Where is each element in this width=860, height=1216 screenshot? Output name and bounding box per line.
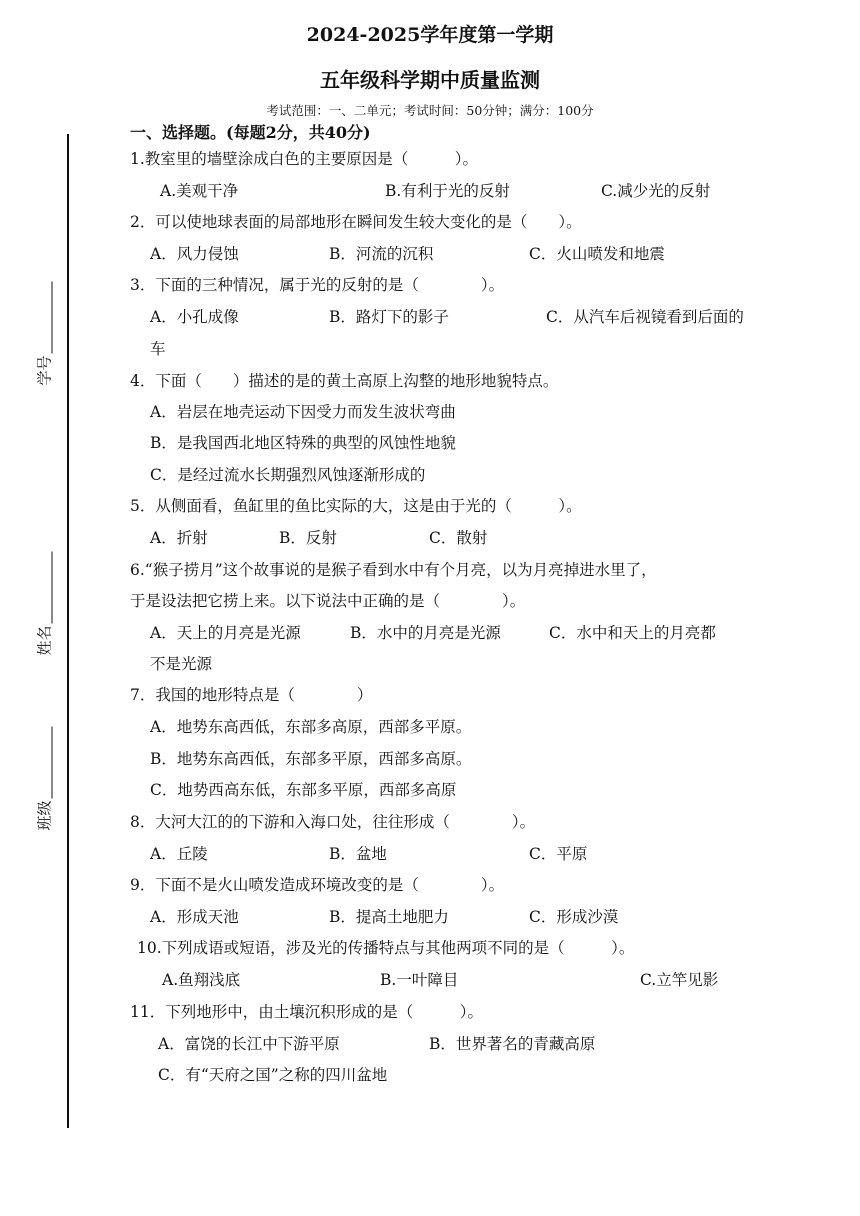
question-stem: 8．大河大江的的下游和入海口处，往往形成（ ）。	[130, 813, 536, 831]
student-number-label: 学号	[35, 355, 54, 386]
option: C．火山喷发和地震	[529, 245, 665, 263]
question-stem: 1.教室里的墙壁涂成白色的主要原因是（ ）。	[130, 150, 479, 168]
option: C．水中和天上的月亮都	[549, 624, 716, 642]
exam-title-year: 2024-2025学年度第一学期	[306, 24, 554, 46]
option: A.美观干净	[160, 182, 239, 200]
option: A．地势东高西低，东部多高原，西部多平原。	[150, 718, 472, 736]
option: A．风力侵蚀	[150, 245, 239, 263]
binding-line	[67, 134, 69, 1128]
option: A．形成天池	[150, 908, 239, 926]
question-stem: 9．下面不是火山喷发造成环境改变的是（ ）。	[130, 876, 505, 894]
option: B．世界著名的青藏高原	[429, 1035, 596, 1053]
option: C．是经过流水长期强烈风蚀逐渐形成的	[150, 466, 426, 484]
option: B.一叶障目	[380, 971, 459, 989]
option: A．小孔成像	[150, 308, 239, 326]
student-number-field	[34, 276, 55, 386]
option: A．岩层在地壳运动下因受力而发生波状弯曲	[150, 403, 456, 421]
option: A．丘陵	[150, 845, 208, 863]
question-stem: 6.“猴子捞月”这个故事说的是猴子看到水中有个月亮，以为月亮掉进水里了，	[130, 561, 657, 579]
option-continuation: 车	[150, 340, 166, 358]
option: C．地势西高东低，东部多平原，西部多高原	[150, 781, 457, 799]
option: B．水中的月亮是光源	[350, 624, 501, 642]
question-stem: 11．下列地形中，由土壤沉积形成的是（ ）。	[130, 1003, 483, 1021]
question-stem: 10.下列成语或短语，涉及光的传播特点与其他两项不同的是（ ）。	[137, 939, 635, 957]
name-label: 姓名	[35, 625, 54, 656]
option: B.有利于光的反射	[385, 182, 510, 200]
exam-info: 考试范围：一、二单元；考试时间：50分钟；满分：100分	[266, 103, 594, 118]
option: C．从汽车后视镜看到后面的	[546, 308, 744, 326]
option-continuation: 不是光源	[150, 655, 213, 673]
option: A．富饶的长江中下游平原	[158, 1035, 340, 1053]
class-label: 班级	[35, 800, 54, 831]
class-blank[interactable]	[39, 726, 52, 798]
option: C．形成沙漠	[529, 908, 619, 926]
exam-title: 五年级科学期中质量监测	[320, 68, 540, 92]
question-stem-continuation: 于是设法把它捞上来。以下说法中正确的是（ ）。	[130, 592, 526, 610]
option: B．地势东高西低，东部多平原，西部多高原。	[150, 750, 472, 768]
option: A．折射	[150, 529, 208, 547]
name-field	[34, 546, 55, 656]
option: A．天上的月亮是光源	[150, 624, 301, 642]
question-stem: 7．我国的地形特点是（ ）	[130, 686, 373, 704]
option: C．有“天府之国”之称的四川盆地	[158, 1066, 388, 1084]
option: C．散射	[429, 529, 488, 547]
question-stem: 5．从侧面看，鱼缸里的鱼比实际的大，这是由于光的（ ）。	[130, 497, 582, 515]
question-stem: 4．下面（ ）描述的是的黄土高原上沟整的地形地貌特点。	[130, 372, 559, 390]
class-field	[34, 721, 55, 831]
option: B．是我国西北地区特殊的典型的风蚀性地貌	[150, 434, 456, 452]
option: A.鱼翔浅底	[162, 971, 241, 989]
option: C.立竿见影	[640, 971, 719, 989]
section-heading: 一、选择题。(每题2分，共40分)	[130, 123, 371, 142]
option: B．反射	[279, 529, 337, 547]
option: B．河流的沉积	[329, 245, 434, 263]
option: B．盆地	[329, 845, 387, 863]
question-stem: 2．可以使地球表面的局部地形在瞬间发生较大变化的是（ ）。	[130, 213, 582, 231]
option: C．平原	[529, 845, 588, 863]
option: B．路灯下的影子	[329, 308, 449, 326]
option: B．提高土地肥力	[329, 908, 449, 926]
question-stem: 3．下面的三种情况，属于光的反射的是（ ）。	[130, 276, 505, 294]
option: C.减少光的反射	[601, 182, 711, 200]
name-blank[interactable]	[39, 551, 52, 623]
student-number-blank[interactable]	[39, 281, 52, 353]
